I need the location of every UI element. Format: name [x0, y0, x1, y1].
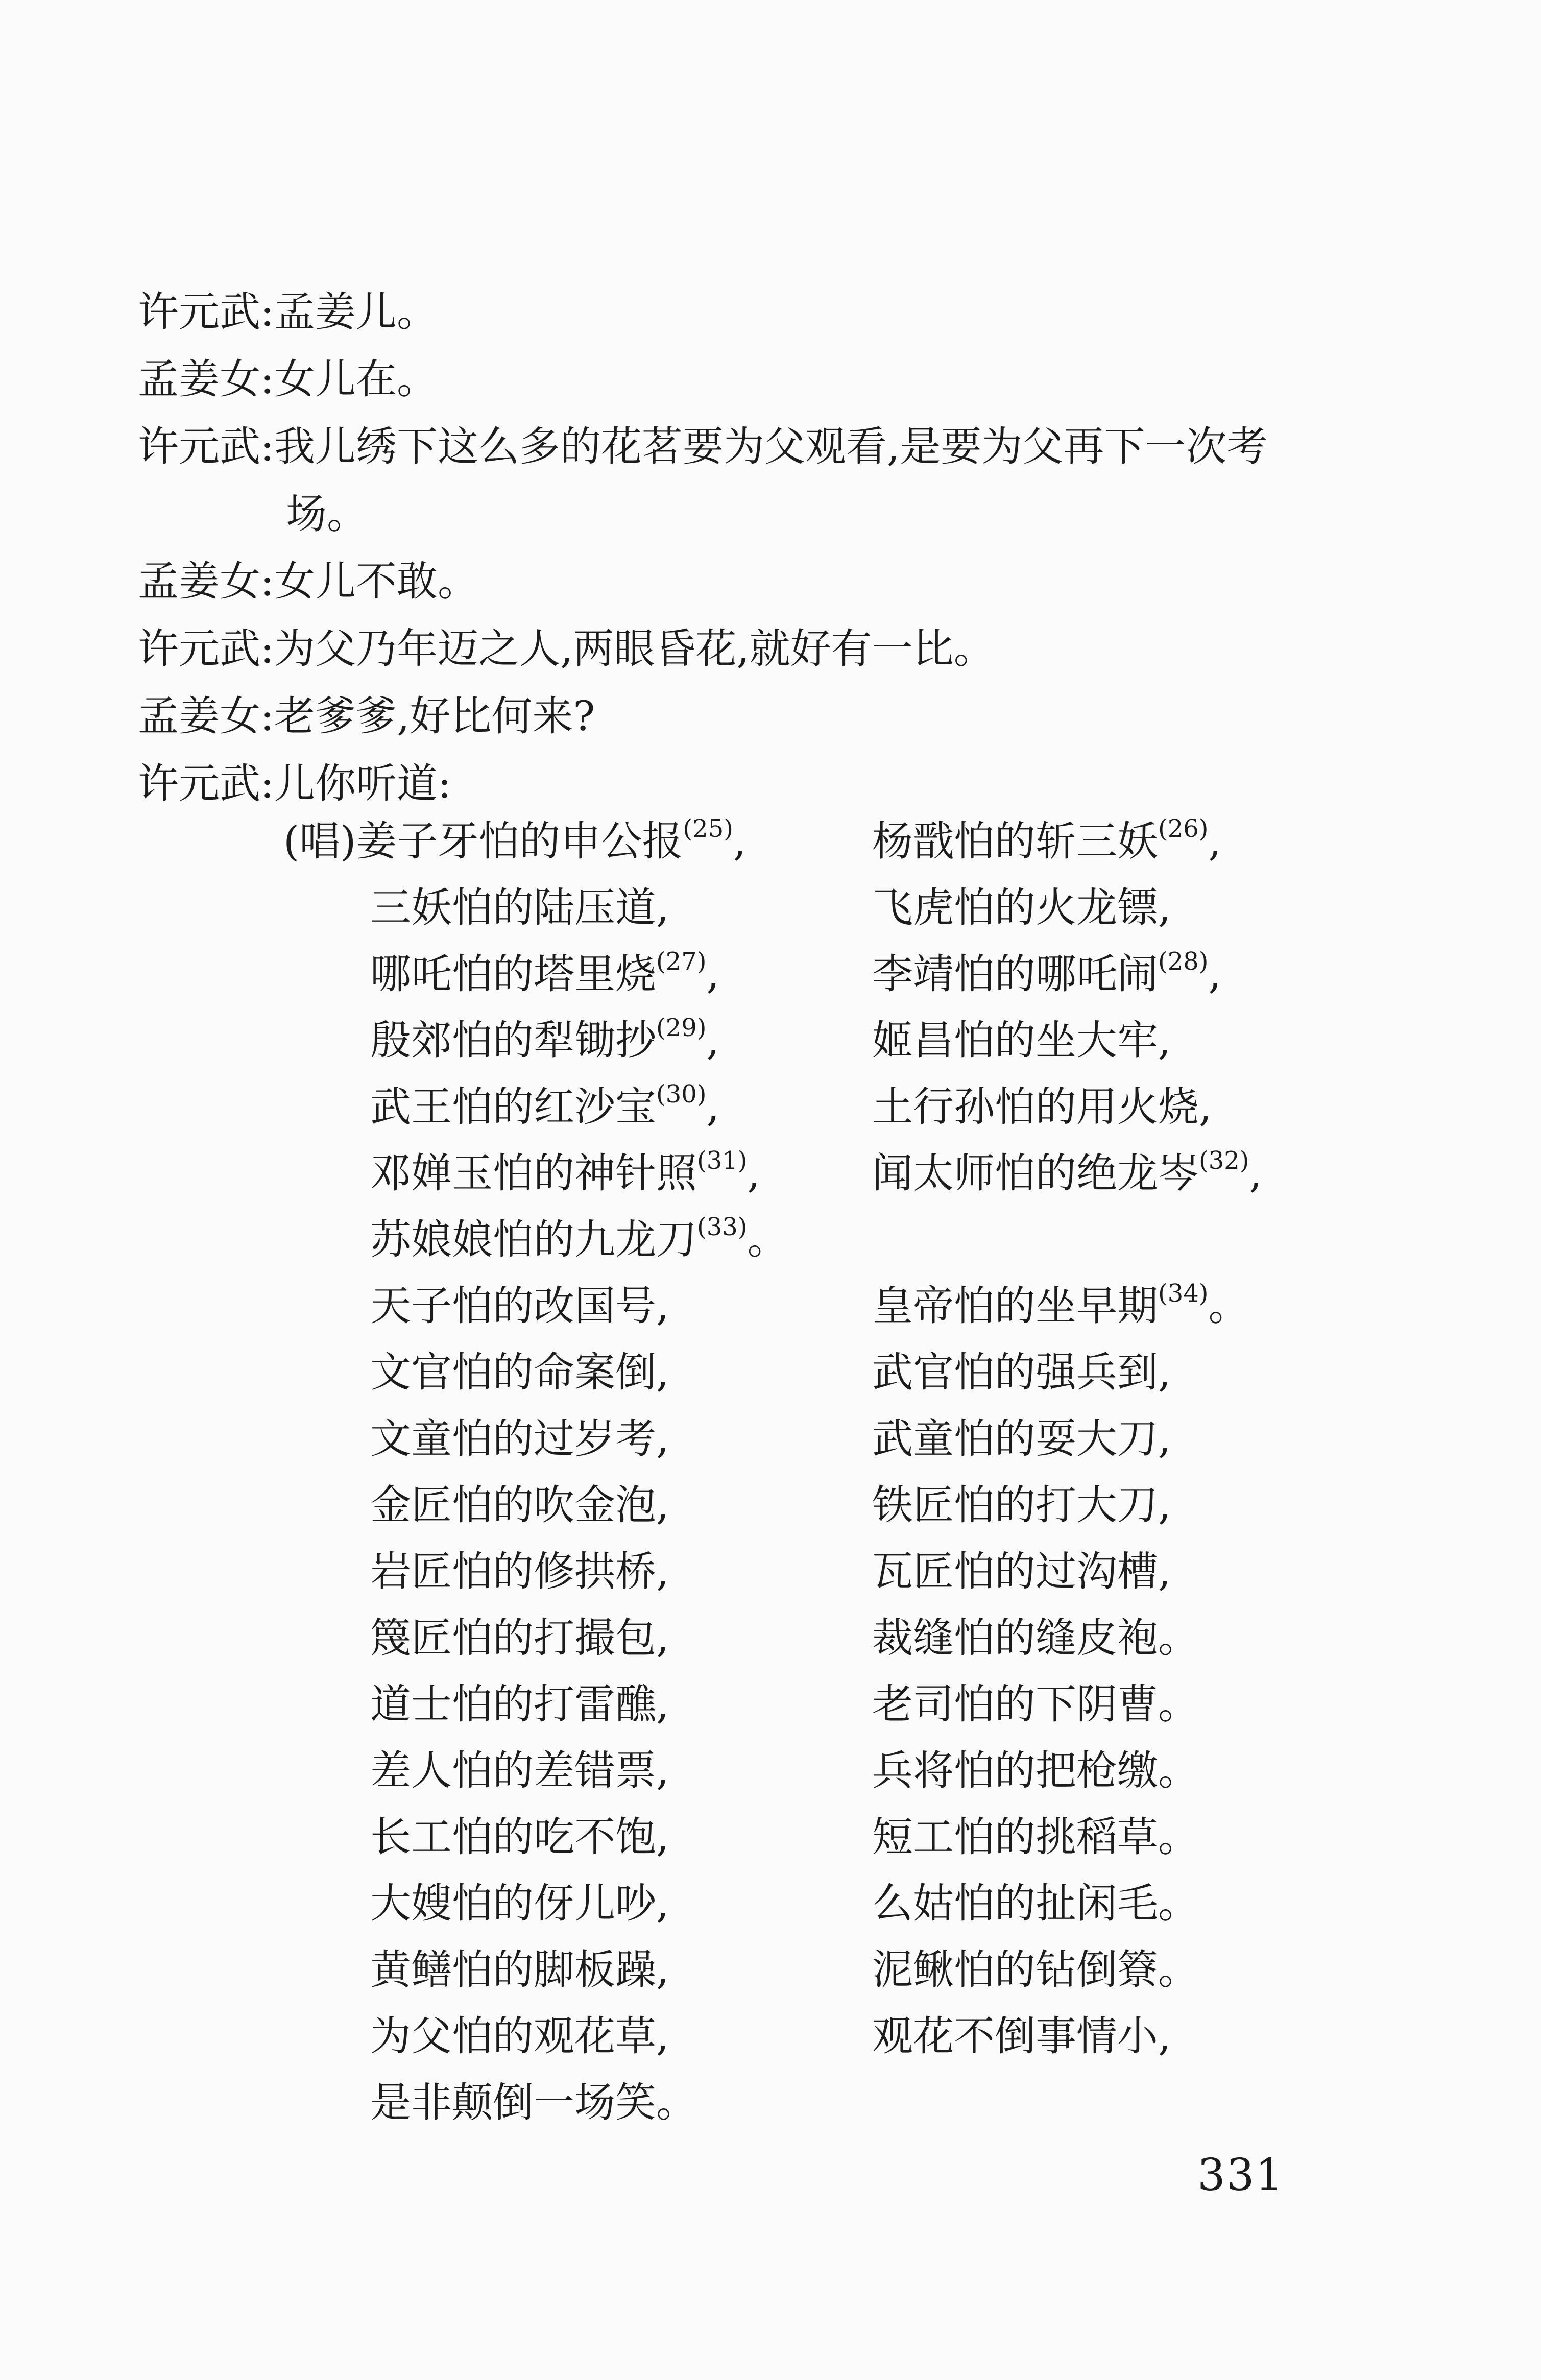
speaker-name: 许元武	[138, 288, 260, 335]
footnote-marker: (27)	[656, 947, 707, 976]
verse-row	[283, 1870, 1356, 1937]
speaker-name: 许元武	[138, 760, 260, 807]
verse-line-text: 姬昌怕的坐大牢,	[872, 1017, 1171, 1064]
verse-right	[872, 1007, 1171, 1074]
verse-row	[283, 808, 1356, 875]
verse-line-text: 观花不倒事情小,	[872, 2012, 1171, 2060]
verse-line-text: 武官怕的强兵到,	[872, 1349, 1171, 1396]
verse-right	[872, 2003, 1171, 2070]
speaker-colon: :	[260, 423, 274, 470]
verse-line-text: 是非颠倒一场笑。	[370, 2079, 697, 2126]
verse-line-text: 差人怕的差错票,	[370, 1747, 669, 1794]
verse-punctuation: ,	[1249, 1149, 1262, 1197]
verse-row	[283, 1140, 1356, 1207]
speaker-name: 孟姜女	[138, 692, 260, 740]
verse-row	[283, 875, 1356, 941]
footnote-marker: (28)	[1158, 947, 1209, 976]
dialogue-block	[138, 278, 1363, 818]
speaker-name: 孟姜女	[138, 355, 260, 403]
verse-punctuation: ,	[733, 818, 747, 865]
dialogue-line	[138, 683, 1363, 750]
verse-row	[283, 1339, 1356, 1406]
verse-left	[370, 1074, 719, 1140]
verse-row	[283, 1472, 1356, 1538]
footnote-marker: (34)	[1158, 1279, 1209, 1308]
speaker-colon: :	[260, 558, 274, 605]
verse-line-text: 么姑怕的扯闲毛。	[872, 1880, 1199, 1927]
verse-right	[872, 808, 1221, 875]
verse-line-text: 为父怕的观花草,	[370, 2012, 669, 2060]
verse-left	[283, 808, 746, 875]
verse-line-text: 铁匠怕的打大刀,	[872, 1481, 1171, 1529]
verse-row	[283, 1937, 1356, 2003]
verse-right	[872, 1671, 1199, 1738]
verse-line-text: 闻太师怕的绝龙岑	[872, 1149, 1199, 1197]
speaker-colon: :	[260, 288, 274, 335]
verse-line-text: 兵将怕的把枪缴。	[872, 1747, 1199, 1794]
verse-line-text: 李靖怕的哪吒闹	[872, 950, 1158, 998]
verse-line-text: 泥鳅怕的钻倒簝。	[872, 1946, 1199, 1993]
verse-line-text: 裁缝怕的缝皮袍。	[872, 1614, 1199, 1662]
verse-left	[370, 2070, 697, 2136]
footnote-marker: (33)	[697, 1213, 748, 1241]
speech-text: 我儿绣下这么多的花茗要为父观看,是要为父再下一次考	[274, 423, 1268, 470]
verse-right	[872, 1273, 1249, 1339]
verse-left	[370, 875, 669, 941]
footnote-marker: (25)	[683, 814, 733, 843]
speaker-colon: :	[260, 625, 274, 672]
dialogue-line	[138, 413, 1363, 480]
footnote-marker: (31)	[697, 1146, 748, 1175]
verse-line-text: 苏娘娘怕的九龙刀	[370, 1216, 697, 1263]
verse-line-text: 天子怕的改国号,	[370, 1282, 669, 1330]
verse-line-text: (唱)姜子牙怕的申公报	[283, 818, 683, 865]
speaker-name: 许元武	[138, 625, 260, 672]
verse-line-text: 大嫂怕的伢儿吵,	[370, 1880, 669, 1927]
verse-row	[283, 1273, 1356, 1339]
verse-punctuation: ,	[706, 1017, 719, 1064]
verse-line-text: 邓婵玉怕的神针照	[370, 1149, 697, 1197]
speech-text: 孟姜儿。	[274, 288, 438, 335]
verse-left	[370, 1406, 669, 1472]
footnote-marker: (32)	[1199, 1146, 1249, 1175]
verse-left	[370, 941, 719, 1007]
dialogue-line	[138, 278, 1363, 346]
dialogue-line	[138, 346, 1363, 413]
verse-line-text: 皇帝怕的坐早期	[872, 1282, 1158, 1330]
verse-line-text: 哪吒怕的塔里烧	[370, 950, 656, 998]
speech-text: 老爹爹,好比何来?	[274, 692, 595, 740]
verse-right	[872, 875, 1171, 941]
verse-line-text: 篾匠怕的打撮包,	[370, 1614, 669, 1662]
verse-right	[872, 1472, 1171, 1538]
verse-left	[370, 1207, 788, 1273]
verse-punctuation: ,	[1208, 818, 1221, 865]
verse-row	[283, 1207, 1356, 1273]
verse-row	[283, 1406, 1356, 1472]
verse-row	[283, 1804, 1356, 1870]
verse-line-text: 武王怕的红沙宝	[370, 1083, 656, 1131]
speaker-name: 许元武	[138, 423, 260, 470]
verse-left	[370, 2003, 669, 2070]
verse-line-text: 岩匠怕的修拱桥,	[370, 1548, 669, 1595]
verse-right	[872, 1804, 1199, 1870]
verse-row	[283, 1671, 1356, 1738]
verse-row	[283, 941, 1356, 1007]
verse-punctuation: ,	[747, 1149, 760, 1197]
dialogue-line	[138, 615, 1363, 683]
verse-line-text: 三妖怕的陆压道,	[370, 884, 669, 931]
verse-punctuation: 。	[747, 1216, 788, 1263]
verse-right	[872, 1870, 1199, 1937]
verse-left	[370, 1007, 719, 1074]
verse-punctuation: 。	[1208, 1282, 1249, 1330]
verse-line-text: 老司怕的下阴曹。	[872, 1680, 1199, 1728]
speech-text: 为父乃年迈之人,两眼昏花,就好有一比。	[274, 625, 995, 672]
verse-row	[283, 1738, 1356, 1804]
footnote-marker: (26)	[1158, 814, 1209, 843]
verse-line-text: 金匠怕的吹金泡,	[370, 1481, 669, 1529]
verse-right	[872, 1140, 1262, 1207]
verse-left	[370, 1605, 669, 1671]
verse-right	[872, 1538, 1171, 1605]
verse-line-text: 文官怕的命案倒,	[370, 1349, 669, 1396]
verse-line-text: 瓦匠怕的过沟槽,	[872, 1548, 1171, 1595]
speech-text: 女儿在。	[274, 355, 438, 403]
verse-right	[872, 1605, 1199, 1671]
verse-line-text: 道士怕的打雷醮,	[370, 1680, 669, 1728]
verse-left	[370, 1538, 669, 1605]
verse-left	[370, 1870, 669, 1937]
verse-row	[283, 1538, 1356, 1605]
verse-block	[283, 808, 1356, 2136]
speech-text: 女儿不敢。	[274, 558, 478, 605]
verse-right	[872, 941, 1221, 1007]
verse-row	[283, 1605, 1356, 1671]
verse-right	[872, 1937, 1199, 2003]
verse-right	[872, 1074, 1212, 1140]
verse-left	[370, 1339, 669, 1406]
speech-text: 儿你听道:	[274, 760, 451, 807]
verse-left	[370, 1671, 669, 1738]
verse-line-text: 黄鳝怕的脚板躁,	[370, 1946, 669, 1993]
dialogue-line	[138, 750, 1363, 818]
speaker-colon: :	[260, 760, 274, 807]
page-number: 331	[1197, 2150, 1285, 2201]
verse-left	[370, 1140, 760, 1207]
verse-line-text: 土行孙怕的用火烧,	[872, 1083, 1212, 1131]
verse-row	[283, 2003, 1356, 2070]
verse-left	[370, 1804, 669, 1870]
verse-line-text: 殷郊怕的犁锄抄	[370, 1017, 656, 1064]
verse-punctuation: ,	[706, 1083, 719, 1131]
verse-right	[872, 1406, 1171, 1472]
speaker-colon: :	[260, 692, 274, 740]
verse-left	[370, 1937, 669, 2003]
verse-punctuation: ,	[706, 950, 719, 998]
verse-right	[872, 1738, 1199, 1804]
speaker-name: 孟姜女	[138, 558, 260, 605]
verse-line-text: 文童怕的过岁考,	[370, 1415, 669, 1462]
verse-row	[283, 1007, 1356, 1074]
speaker-colon: :	[260, 355, 274, 403]
verse-line-text: 杨戬怕的斩三妖	[872, 818, 1158, 865]
verse-punctuation: ,	[1208, 950, 1221, 998]
footnote-marker: (29)	[656, 1014, 707, 1042]
verse-line-text: 长工怕的吃不饱,	[370, 1813, 669, 1861]
verse-row	[283, 2070, 1356, 2136]
verse-left	[370, 1738, 669, 1804]
verse-line-text: 短工怕的挑稻草。	[872, 1813, 1199, 1861]
verse-line-text: 武童怕的耍大刀,	[872, 1415, 1171, 1462]
verse-line-text: 飞虎怕的火龙镖,	[872, 884, 1171, 931]
verse-right	[872, 1339, 1171, 1406]
dialogue-line	[138, 548, 1363, 615]
speech-continuation: 场。	[286, 490, 368, 538]
verse-row	[283, 1074, 1356, 1140]
verse-left	[370, 1273, 669, 1339]
footnote-marker: (30)	[656, 1080, 707, 1109]
verse-left	[370, 1472, 669, 1538]
